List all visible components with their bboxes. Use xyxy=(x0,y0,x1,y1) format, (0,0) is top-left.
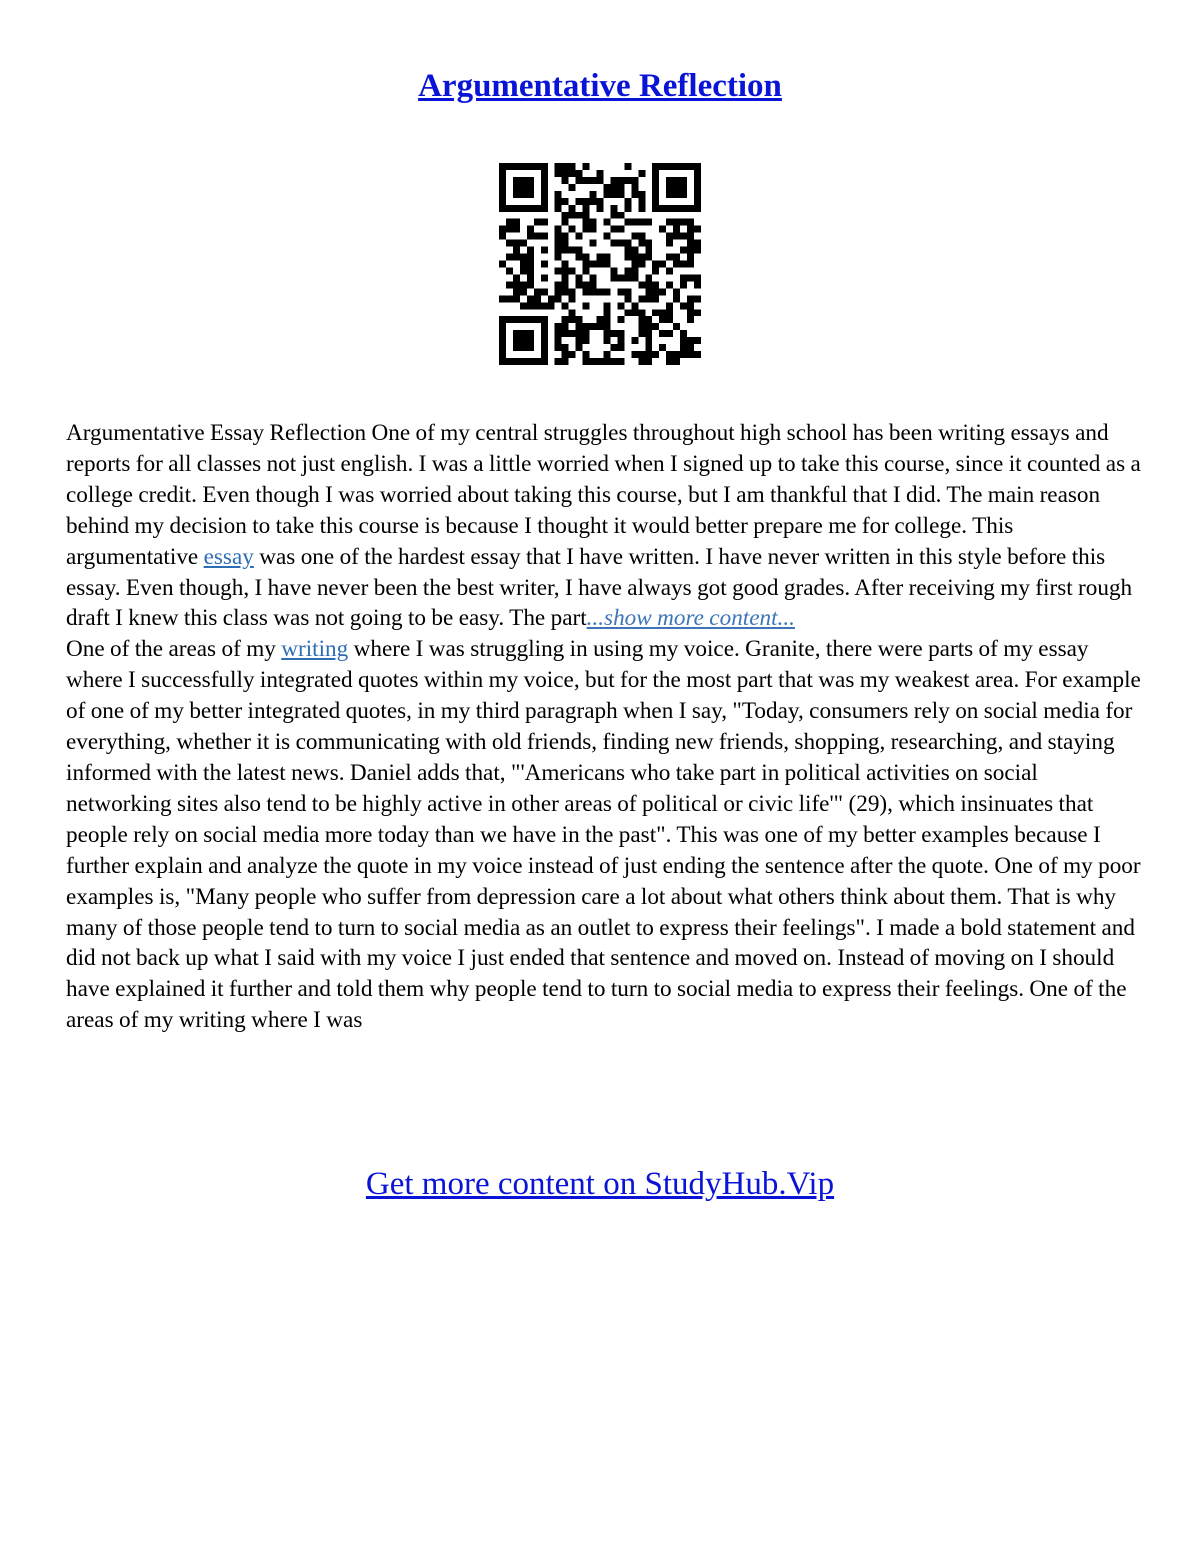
qr-code-image xyxy=(499,163,701,365)
show-more-link[interactable]: ...show more content... xyxy=(586,605,795,632)
page-title xyxy=(0,62,1200,110)
qr-finder-top-right xyxy=(652,163,701,212)
paragraph-2-text-b: where I was struggling in using my voice. Granite, there were parts of my essay where I successfully integrated quotes within my voice, but for the most part that was my weakest area. For example of one of my better integrated quotes, in my third paragraph when I say, "Today, consumers rely on social media for everything, whether it is communicating with old friends, finding new friends, shopping, researching, and staying informed with the latest news. Daniel adds that, "'Americans who take part in political activities on social networking sites also tend to be highly active in other areas of political or civic life'" (29), which insinuates that people rely on social media more today than we have in the past". This was one of my better examples because I further explain and analyze the quote in my voice instead of just ending the sentence after the quote. One of my poor examples is, "Many people who suffer from depression care a lot about what others think about them. That is why many of those people tend to turn to social media as an outlet to express their feelings". I made a bold statement and did not back up what I said with my voice I just ended that sentence and moved on. Instead of moving on I should have explained it further and told them why people tend to turn to social media to express their feelings. One of the areas of my writing where I was xyxy=(66,636,1141,1034)
qr-finder-bottom-left xyxy=(499,316,548,365)
qr-finder-top-left xyxy=(499,163,548,212)
paragraph-2-text-a: One of the areas of my xyxy=(66,636,282,663)
paragraph-2 xyxy=(66,634,1146,1036)
essay-link[interactable]: essay xyxy=(203,543,254,570)
studyhub-link[interactable]: Get more content on StudyHub.Vip xyxy=(365,1166,835,1202)
paragraph-1-text-b: was one of the hardest essay that I have written. I have never written in this style before this essay. Even though, I have never been the best writer, I have always got good grades. After receiving my first rough draft I knew this class was not going to be easy. The part xyxy=(66,543,1133,632)
writing-link[interactable]: writing xyxy=(281,636,349,663)
essay-body xyxy=(66,418,1146,1036)
paragraph-1-text-a: Argumentative Essay Reflection One of my central struggles throughout high school has been writing essays and reports for all classes not just english. I was a little worried when I signed up to take this course, since it counted as a college credit. Even though I was worried about taking this course, but I am thankful that I did. The main reason behind my decision to take this course is because I thought it would better prepare me for college. This argumentative xyxy=(66,420,1141,570)
title-link[interactable]: Argumentative Reflection xyxy=(418,68,782,104)
paragraph-1 xyxy=(66,418,1146,634)
footer xyxy=(0,1160,1200,1208)
